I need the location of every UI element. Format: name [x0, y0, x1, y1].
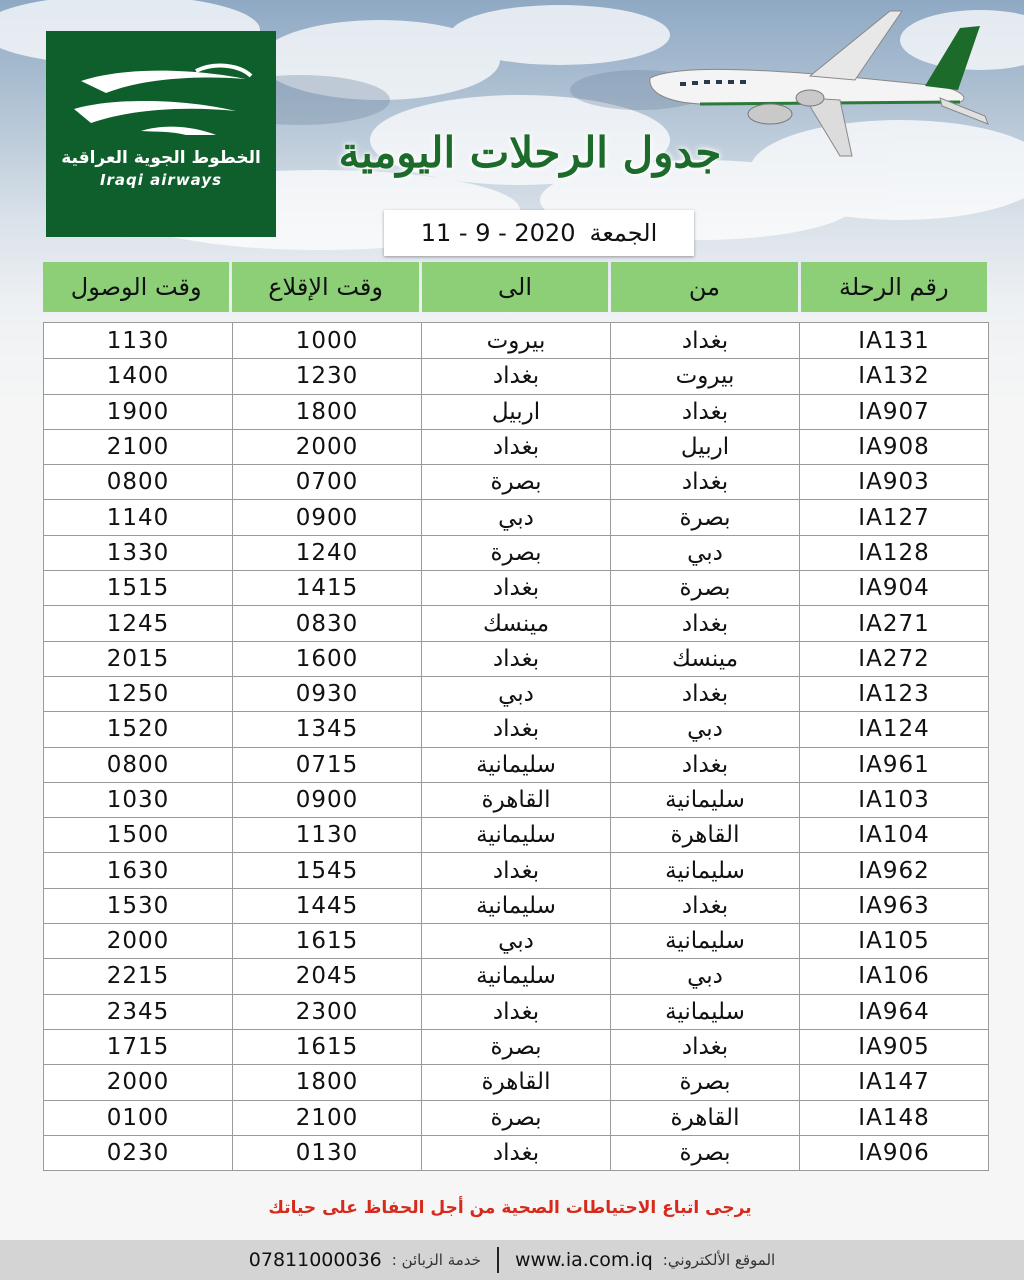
table-row [44, 323, 988, 358]
cell-from: مينسك [610, 642, 799, 676]
cell-from: بغداد [610, 606, 799, 640]
cell-from: سليمانية [610, 995, 799, 1029]
cell-from: سليمانية [610, 783, 799, 817]
cell-departure: 1600 [232, 642, 421, 676]
cell-arrival: 2000 [106, 928, 170, 955]
cell-flight-no: IA906 [799, 1136, 988, 1170]
table-row [44, 994, 988, 1029]
cell-departure: 1615 [232, 1030, 421, 1064]
cell-flight-no: IA104 [799, 818, 988, 852]
table-row [44, 852, 988, 887]
cell-departure: 1230 [232, 359, 421, 393]
cell-arrival: 1250 [106, 681, 170, 708]
cell-to: بغداد [421, 712, 610, 746]
cell-from: سليمانية [610, 853, 799, 887]
cell-arrival: 1520 [106, 716, 170, 743]
cell-from: بصرة [610, 500, 799, 534]
cell-arrival: 2015 [106, 645, 170, 672]
cell-departure: 2045 [232, 959, 421, 993]
cell-from: بغداد [610, 889, 799, 923]
cell-arrival: 2100 [106, 434, 170, 461]
header-from: من [611, 262, 797, 312]
cell-to: بصرة [421, 536, 610, 570]
cell-to: بغداد [421, 359, 610, 393]
cell-arrival: 2215 [106, 963, 170, 990]
cell-departure: 0930 [232, 677, 421, 711]
page-title: جدول الرحلات اليومية [338, 128, 722, 177]
brand-name-arabic: الخطوط الجوية العراقية [61, 148, 261, 168]
cell-departure: 2000 [232, 430, 421, 464]
header-departure: وقت الإقلاع [232, 262, 418, 312]
cell-to: سليمانية [421, 748, 610, 782]
cell-from: بغداد [610, 465, 799, 499]
cell-flight-no: IA962 [799, 853, 988, 887]
website-label: الموقع الألكتروني: [662, 1251, 776, 1269]
table-row [44, 570, 988, 605]
cell-arrival: 1330 [106, 539, 170, 566]
cell-flight-no: IA103 [799, 783, 988, 817]
cell-to: سليمانية [421, 818, 610, 852]
cell-arrival: 0100 [106, 1104, 170, 1131]
cell-to: بيروت [421, 323, 610, 358]
table-row [44, 888, 988, 923]
cell-flight-no: IA106 [799, 959, 988, 993]
cell-flight-no: IA128 [799, 536, 988, 570]
table-row [44, 429, 988, 464]
cell-flight-no: IA961 [799, 748, 988, 782]
cell-departure: 0900 [232, 783, 421, 817]
cell-arrival: 1130 [106, 327, 170, 354]
cell-arrival: 1530 [106, 892, 170, 919]
table-row [44, 711, 988, 746]
cell-from: بغداد [610, 323, 799, 358]
table-row [44, 1029, 988, 1064]
customer-service-label: خدمة الزبائن : [391, 1251, 481, 1269]
cell-departure: 0900 [232, 500, 421, 534]
header-flight-no: رقم الرحلة [801, 262, 987, 312]
cell-departure: 0715 [232, 748, 421, 782]
cell-departure: 1000 [232, 323, 421, 358]
table-row [44, 605, 988, 640]
cell-to: دبي [421, 677, 610, 711]
cell-flight-no: IA271 [799, 606, 988, 640]
health-notice: يرجى اتباع الاحتياطات الصحية من أجل الحفاظ على حياتك [268, 1198, 752, 1218]
table-row [44, 358, 988, 393]
cell-from: بغداد [610, 677, 799, 711]
cell-flight-no: IA124 [799, 712, 988, 746]
cell-to: دبي [421, 500, 610, 534]
cell-arrival: 0230 [106, 1139, 170, 1166]
website-link[interactable]: www.ia.com.iq [514, 1249, 653, 1271]
cell-arrival: 0800 [106, 469, 170, 496]
footer [0, 1240, 1024, 1280]
cell-from: القاهرة [610, 1101, 799, 1135]
iraqi-airways-logo [46, 31, 276, 237]
date-value: 11 - 9 - 2020 [420, 219, 576, 247]
cell-to: مينسك [421, 606, 610, 640]
cell-departure: 2300 [232, 995, 421, 1029]
cell-flight-no: IA905 [799, 1030, 988, 1064]
cell-from: بغداد [610, 748, 799, 782]
cell-to: بغداد [421, 642, 610, 676]
cell-flight-no: IA272 [799, 642, 988, 676]
cell-from: بيروت [610, 359, 799, 393]
table-row [44, 464, 988, 499]
table-row [44, 923, 988, 958]
brand-name-english: Iraqi airways [99, 171, 223, 189]
cell-departure: 1415 [232, 571, 421, 605]
cell-from: بصرة [610, 571, 799, 605]
cell-arrival: 2000 [106, 1069, 170, 1096]
cell-from: دبي [610, 959, 799, 993]
cell-to: بغداد [421, 853, 610, 887]
table-row [44, 1135, 988, 1170]
table-row [44, 782, 988, 817]
cell-arrival: 1515 [106, 575, 170, 602]
date-day: الجمعة [589, 219, 658, 247]
cell-flight-no: IA964 [799, 995, 988, 1029]
cell-arrival: 1900 [106, 398, 170, 425]
cell-departure: 1615 [232, 924, 421, 958]
cell-departure: 1800 [232, 1065, 421, 1099]
cell-departure: 1130 [232, 818, 421, 852]
cell-to: دبي [421, 924, 610, 958]
cell-from: بصرة [610, 1065, 799, 1099]
cell-from: بصرة [610, 1136, 799, 1170]
cell-to: بغداد [421, 995, 610, 1029]
cell-to: القاهرة [421, 1065, 610, 1099]
table-row [44, 1064, 988, 1099]
bird-logo-icon [46, 31, 276, 151]
cell-flight-no: IA131 [799, 323, 988, 358]
cell-to: سليمانية [421, 889, 610, 923]
cell-flight-no: IA147 [799, 1065, 988, 1099]
cell-from: بغداد [610, 395, 799, 429]
table-row [44, 817, 988, 852]
cell-departure: 1345 [232, 712, 421, 746]
table-row [44, 747, 988, 782]
cell-from: القاهرة [610, 818, 799, 852]
flights-table [43, 322, 989, 1171]
cell-departure: 0700 [232, 465, 421, 499]
cell-to: بغداد [421, 571, 610, 605]
cell-arrival: 1400 [106, 363, 170, 390]
cell-departure: 1240 [232, 536, 421, 570]
cell-departure: 0830 [232, 606, 421, 640]
table-header [43, 262, 987, 312]
cell-to: بصرة [421, 465, 610, 499]
cell-from: اربيل [610, 430, 799, 464]
cell-arrival: 1140 [106, 504, 170, 531]
cell-departure: 2100 [232, 1101, 421, 1135]
table-row [44, 499, 988, 534]
footer-divider [497, 1247, 499, 1273]
table-row [44, 958, 988, 993]
cell-arrival: 2345 [106, 998, 170, 1025]
cell-arrival: 0800 [106, 751, 170, 778]
cell-to: بصرة [421, 1030, 610, 1064]
cell-arrival: 1630 [106, 857, 170, 884]
cell-to: القاهرة [421, 783, 610, 817]
cell-arrival: 1500 [106, 822, 170, 849]
table-row [44, 676, 988, 711]
cell-departure: 1445 [232, 889, 421, 923]
table-row [44, 394, 988, 429]
cell-flight-no: IA963 [799, 889, 988, 923]
cell-to: سليمانية [421, 959, 610, 993]
table-row [44, 1100, 988, 1135]
header-to: الى [422, 262, 608, 312]
cell-to: بغداد [421, 430, 610, 464]
cell-flight-no: IA908 [799, 430, 988, 464]
cell-to: اربيل [421, 395, 610, 429]
cell-departure: 1545 [232, 853, 421, 887]
cell-departure: 1800 [232, 395, 421, 429]
cell-from: دبي [610, 536, 799, 570]
cell-to: بصرة [421, 1101, 610, 1135]
cell-flight-no: IA132 [799, 359, 988, 393]
cell-to: بغداد [421, 1136, 610, 1170]
table-row [44, 641, 988, 676]
cell-flight-no: IA148 [799, 1101, 988, 1135]
header-arrival: وقت الوصول [43, 262, 229, 312]
cell-arrival: 1030 [106, 787, 170, 813]
cell-flight-no: IA105 [799, 924, 988, 958]
cell-arrival: 1715 [106, 1034, 170, 1061]
cell-flight-no: IA127 [799, 500, 988, 534]
cell-arrival: 1245 [106, 610, 170, 637]
cell-from: سليمانية [610, 924, 799, 958]
cell-flight-no: IA123 [799, 677, 988, 711]
cell-from: دبي [610, 712, 799, 746]
cell-from: بغداد [610, 1030, 799, 1064]
table-row [44, 535, 988, 570]
cell-flight-no: IA907 [799, 395, 988, 429]
cell-departure: 0130 [232, 1136, 421, 1170]
cell-flight-no: IA903 [799, 465, 988, 499]
date-box [384, 210, 694, 256]
customer-service-phone[interactable]: 07811000036 [248, 1249, 382, 1271]
cell-flight-no: IA904 [799, 571, 988, 605]
